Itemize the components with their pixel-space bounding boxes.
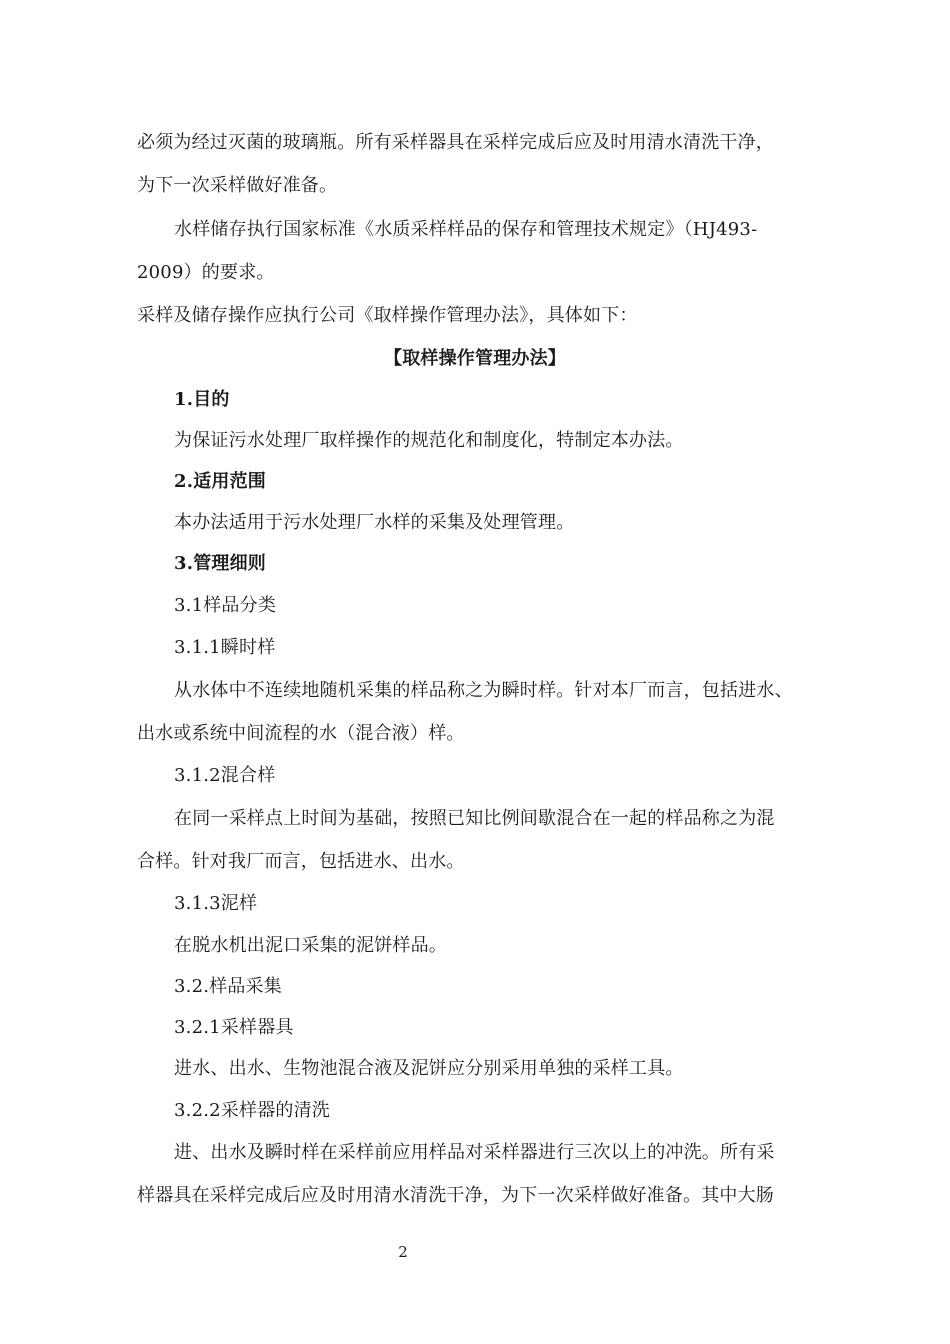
paragraph-line: 合样。针对我厂而言，包括进水、出水。 (137, 851, 465, 872)
subheading: 3.1.1瞬时样 (174, 637, 276, 658)
paragraph-line: 为保证污水处理厂取样操作的规范化和制度化，特制定本办法。 (174, 430, 684, 451)
heading-purpose: 1.目的 (174, 389, 230, 410)
heading-scope: 2.适用范围 (174, 471, 266, 492)
subheading: 3.2.2采样器的清洗 (174, 1100, 330, 1121)
paragraph-line: 进水、出水、生物池混合液及泥饼应分别采用单独的采样工具。 (174, 1058, 684, 1079)
page-number: 2 (398, 1243, 408, 1261)
subheading: 3.1.3泥样 (174, 893, 258, 914)
heading-rules: 3.管理细则 (174, 553, 266, 574)
subheading: 3.2.样品采集 (174, 976, 282, 997)
paragraph-line: 从水体中不连续地随机采集的样品称之为瞬时样。针对本厂而言，包括进水、 (174, 680, 793, 701)
subheading: 3.1样品分类 (174, 595, 277, 616)
paragraph-line: 必须为经过灭菌的玻璃瓶。所有采样器具在采样完成后应及时用清水清洗干净， (137, 132, 774, 153)
section-title: 【取样操作管理办法】 (384, 348, 566, 369)
paragraph-line: 2009）的要求。 (137, 262, 275, 283)
paragraph-line: 为下一次采样做好准备。 (137, 175, 338, 196)
paragraph-line: 在脱水机出泥口采集的泥饼样品。 (174, 935, 447, 956)
paragraph-line: 出水或系统中间流程的水（混合液）样。 (137, 723, 465, 744)
paragraph-line: 进、出水及瞬时样在采样前应用样品对采样器进行三次以上的冲洗。所有采 (174, 1142, 775, 1163)
paragraph-line: 采样及储存操作应执行公司《取样操作管理办法》，具体如下： (137, 305, 638, 326)
paragraph-line: 在同一采样点上时间为基础，按照已知比例间歇混合在一起的样品称之为混 (174, 808, 775, 829)
paragraph-line: 本办法适用于污水处理厂水样的采集及处理管理。 (174, 512, 575, 533)
subheading: 3.1.2混合样 (174, 765, 276, 786)
paragraph-line: 样器具在采样完成后应及时用清水清洗干净，为下一次采样做好准备。其中大肠 (137, 1185, 774, 1206)
subheading: 3.2.1采样器具 (174, 1017, 294, 1038)
paragraph-line: 水样储存执行国家标准《水质采样样品的保存和管理技术规定》（HJ493- (174, 219, 758, 240)
